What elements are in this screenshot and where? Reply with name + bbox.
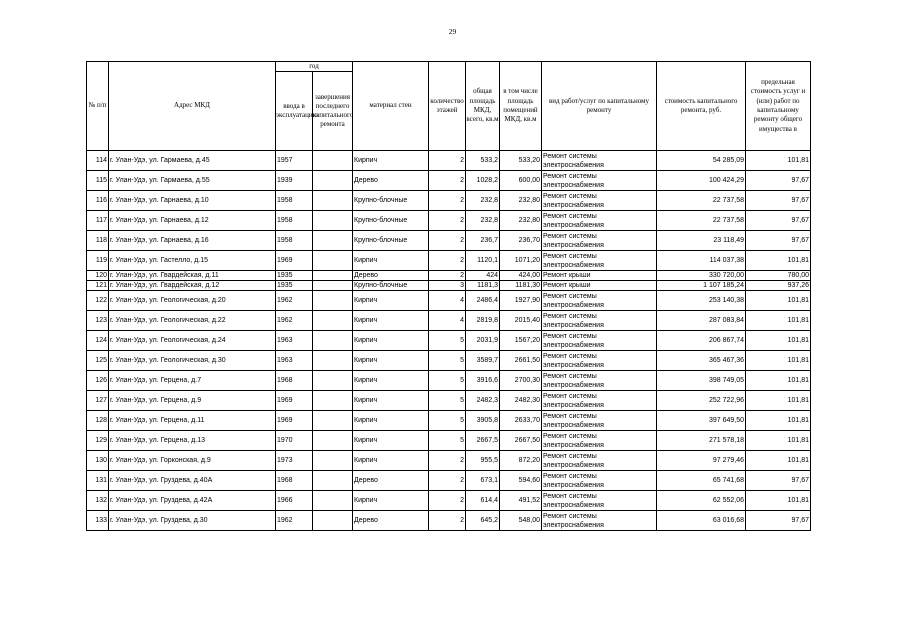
row-floors: 2 [429,451,466,471]
row-area-premises: 2661,50 [500,351,542,371]
row-limit-cost: 101,81 [746,431,811,451]
row-year-repair [313,191,353,211]
table-row [87,451,811,471]
row-area-premises: 548,00 [500,511,542,531]
row-year-commission: 1962 [276,291,313,311]
row-area-premises: 232,80 [500,211,542,231]
row-year-commission: 1958 [276,231,313,251]
row-work-type: Ремонт системы электроснабжения [542,511,657,531]
row-year-repair [313,451,353,471]
header-cost: стоимость капитального ремонта, руб. [657,62,746,151]
row-limit-cost: 97,67 [746,231,811,251]
table-row [87,191,811,211]
row-number: 132 [87,491,109,511]
row-limit-cost: 101,81 [746,391,811,411]
row-cost: 271 578,18 [657,431,746,451]
row-wall-material: Дерево [353,511,429,531]
row-year-repair [313,431,353,451]
row-address: г. Улан-Удэ, ул. Геологическая, д.22 [109,311,276,331]
row-year-repair [313,311,353,331]
row-year-commission: 1963 [276,351,313,371]
row-area-total: 236,7 [466,231,500,251]
row-address: г. Улан-Удэ, ул. Гарнаева, д.10 [109,191,276,211]
page-number: 29 [448,27,457,36]
row-floors: 2 [429,231,466,251]
row-area-total: 424 [466,271,500,281]
row-cost: 252 722,96 [657,391,746,411]
header-year-group: год [276,62,353,72]
row-cost: 97 279,46 [657,451,746,471]
row-wall-material: Крупно-блочные [353,191,429,211]
row-address: г. Улан-Удэ, ул. Гармаева, д.55 [109,171,276,191]
table-row [87,471,811,491]
row-work-type: Ремонт системы электроснабжения [542,171,657,191]
row-address: г. Улан-Удэ, ул. Груздева, д.40А [109,471,276,491]
row-area-premises: 424,00 [500,271,542,281]
row-floors: 2 [429,211,466,231]
row-wall-material: Кирпич [353,251,429,271]
row-cost: 62 552,06 [657,491,746,511]
table-row [87,171,811,191]
row-cost: 1 107 185,24 [657,281,746,291]
header-address: Адрес МКД [109,62,276,151]
row-area-premises: 1071,20 [500,251,542,271]
row-year-commission: 1966 [276,491,313,511]
row-year-repair [313,391,353,411]
row-floors: 2 [429,271,466,281]
row-address: г. Улан-Удэ, ул. Гарнаева, д.16 [109,231,276,251]
row-year-commission: 1958 [276,191,313,211]
row-limit-cost: 97,67 [746,511,811,531]
row-year-commission: 1935 [276,271,313,281]
row-cost: 397 649,50 [657,411,746,431]
row-limit-cost: 101,81 [746,311,811,331]
row-number: 126 [87,371,109,391]
row-floors: 2 [429,251,466,271]
row-year-repair [313,351,353,371]
row-year-commission: 1958 [276,211,313,231]
row-work-type: Ремонт системы электроснабжения [542,431,657,451]
row-wall-material: Кирпич [353,411,429,431]
row-limit-cost: 101,81 [746,491,811,511]
row-area-premises: 2633,70 [500,411,542,431]
row-wall-material: Кирпич [353,291,429,311]
row-year-commission: 1969 [276,411,313,431]
row-cost: 365 467,36 [657,351,746,371]
row-area-premises: 232,80 [500,191,542,211]
row-cost: 65 741,68 [657,471,746,491]
row-wall-material: Кирпич [353,491,429,511]
row-area-premises: 600,00 [500,171,542,191]
row-year-commission: 1968 [276,471,313,491]
row-address: г. Улан-Удэ, ул. Гарнаева, д.12 [109,211,276,231]
row-address: г. Улан-Удэ, ул. Горконская, д.9 [109,451,276,471]
row-number: 117 [87,211,109,231]
row-area-premises: 1567,20 [500,331,542,351]
row-area-premises: 1181,30 [500,281,542,291]
row-work-type: Ремонт системы электроснабжения [542,211,657,231]
row-area-total: 1028,2 [466,171,500,191]
row-floors: 2 [429,171,466,191]
row-address: г. Улан-Удэ, ул. Геологическая, д.20 [109,291,276,311]
row-year-commission: 1968 [276,371,313,391]
row-area-total: 2667,5 [466,431,500,451]
row-area-premises: 872,20 [500,451,542,471]
row-area-premises: 1927,90 [500,291,542,311]
row-floors: 2 [429,471,466,491]
row-wall-material: Кирпич [353,391,429,411]
row-limit-cost: 101,81 [746,411,811,431]
row-cost: 100 424,29 [657,171,746,191]
row-area-total: 1181,3 [466,281,500,291]
row-number: 128 [87,411,109,431]
row-floors: 2 [429,191,466,211]
table-row [87,371,811,391]
row-area-total: 3916,6 [466,371,500,391]
row-work-type: Ремонт системы электроснабжения [542,191,657,211]
row-cost: 22 737,58 [657,211,746,231]
row-cost: 253 140,38 [657,291,746,311]
row-address: г. Улан-Удэ, ул. Гвардейская, д.12 [109,281,276,291]
row-limit-cost: 97,67 [746,171,811,191]
row-area-premises: 2700,30 [500,371,542,391]
row-floors: 5 [429,411,466,431]
row-year-commission: 1962 [276,311,313,331]
row-year-repair [313,231,353,251]
row-floors: 4 [429,291,466,311]
row-work-type: Ремонт системы электроснабжения [542,331,657,351]
row-limit-cost: 101,81 [746,251,811,271]
row-floors: 5 [429,371,466,391]
row-floors: 3 [429,281,466,291]
row-address: г. Улан-Удэ, ул. Герцена, д.9 [109,391,276,411]
row-area-total: 3905,8 [466,411,500,431]
table-header [87,62,811,151]
row-year-repair [313,251,353,271]
row-number: 122 [87,291,109,311]
row-limit-cost: 97,67 [746,211,811,231]
row-number: 121 [87,281,109,291]
row-work-type: Ремонт системы электроснабжения [542,151,657,171]
table-row [87,271,811,281]
row-area-total: 533,2 [466,151,500,171]
row-work-type: Ремонт системы электроснабжения [542,371,657,391]
header-limit-cost: предельная стоимость услуг и (или) работ по капитальному ремонту общего имущества в [746,62,811,151]
row-limit-cost: 101,81 [746,151,811,171]
table-body [87,151,811,531]
row-area-premises: 533,20 [500,151,542,171]
row-area-total: 2486,4 [466,291,500,311]
row-work-type: Ремонт системы электроснабжения [542,351,657,371]
row-floors: 2 [429,151,466,171]
row-area-premises: 2015,40 [500,311,542,331]
row-wall-material: Кирпич [353,351,429,371]
row-wall-material: Кирпич [353,331,429,351]
table-row [87,151,811,171]
row-number: 133 [87,511,109,531]
row-cost: 63 016,68 [657,511,746,531]
header-area-total: общая площадь МКД, всего, кв.м [466,62,500,151]
row-area-total: 645,2 [466,511,500,531]
row-year-repair [313,151,353,171]
row-wall-material: Кирпич [353,451,429,471]
table-row [87,231,811,251]
row-work-type: Ремонт системы электроснабжения [542,251,657,271]
row-area-premises: 236,70 [500,231,542,251]
row-work-type: Ремонт системы электроснабжения [542,491,657,511]
row-year-repair [313,331,353,351]
table-row [87,351,811,371]
row-number: 118 [87,231,109,251]
row-area-total: 614,4 [466,491,500,511]
row-wall-material: Крупно-блочные [353,231,429,251]
row-cost: 330 720,00 [657,271,746,281]
row-number: 127 [87,391,109,411]
row-number: 129 [87,431,109,451]
table-row [87,251,811,271]
row-address: г. Улан-Удэ, ул. Гастелло, д.15 [109,251,276,271]
row-work-type: Ремонт системы электроснабжения [542,231,657,251]
row-address: г. Улан-Удэ, ул. Геологическая, д.24 [109,331,276,351]
row-limit-cost: 97,67 [746,191,811,211]
header-year-repair: завершения последнего капитального ремонта [313,72,353,151]
row-address: г. Улан-Удэ, ул. Груздева, д.30 [109,511,276,531]
row-number: 130 [87,451,109,471]
row-floors: 5 [429,431,466,451]
row-floors: 5 [429,331,466,351]
row-work-type: Ремонт крыши [542,281,657,291]
row-limit-cost: 97,67 [746,471,811,491]
header-work-type: вид работ/услуг по капитальному ремонту [542,62,657,151]
row-year-repair [313,211,353,231]
row-number: 116 [87,191,109,211]
row-year-commission: 1935 [276,281,313,291]
row-wall-material: Крупно-блочные [353,211,429,231]
header-num: № п/п [87,62,109,151]
header-wall: материал стен [353,62,429,151]
row-cost: 287 083,84 [657,311,746,331]
row-number: 114 [87,151,109,171]
row-year-repair [313,511,353,531]
row-work-type: Ремонт системы электроснабжения [542,391,657,411]
table-row [87,391,811,411]
row-cost: 206 867,74 [657,331,746,351]
header-area-premises: в том числе площадь помещений МКД, кв.м [500,62,542,151]
row-wall-material: Дерево [353,471,429,491]
row-wall-material: Кирпич [353,431,429,451]
row-address: г. Улан-Удэ, ул. Геологическая, д.30 [109,351,276,371]
row-work-type: Ремонт системы электроснабжения [542,411,657,431]
row-area-total: 232,8 [466,211,500,231]
table-row [87,311,811,331]
row-year-commission: 1969 [276,251,313,271]
row-work-type: Ремонт системы электроснабжения [542,311,657,331]
row-limit-cost: 937,26 [746,281,811,291]
row-year-repair [313,471,353,491]
row-floors: 2 [429,491,466,511]
row-year-repair [313,171,353,191]
row-cost: 114 037,38 [657,251,746,271]
row-year-commission: 1962 [276,511,313,531]
row-area-total: 3589,7 [466,351,500,371]
row-wall-material: Кирпич [353,151,429,171]
row-number: 120 [87,271,109,281]
row-work-type: Ремонт системы электроснабжения [542,291,657,311]
row-wall-material: Кирпич [353,311,429,331]
row-cost: 22 737,58 [657,191,746,211]
row-area-premises: 594,60 [500,471,542,491]
table-row [87,411,811,431]
row-work-type: Ремонт системы электроснабжения [542,451,657,471]
row-wall-material: Дерево [353,271,429,281]
buildings-table [86,61,811,531]
header-floors: количество этажей [429,62,466,151]
row-number: 115 [87,171,109,191]
row-wall-material: Крупно-блочные [353,281,429,291]
row-limit-cost: 101,81 [746,351,811,371]
row-year-commission: 1963 [276,331,313,351]
table-row [87,511,811,531]
row-floors: 5 [429,391,466,411]
row-floors: 5 [429,351,466,371]
row-year-repair [313,291,353,311]
row-address: г. Улан-Удэ, ул. Герцена, д.13 [109,431,276,451]
row-address: г. Улан-Удэ, ул. Груздева, д.42А [109,491,276,511]
row-year-commission: 1969 [276,391,313,411]
row-address: г. Улан-Удэ, ул. Гвардейская, д.11 [109,271,276,281]
row-year-repair [313,491,353,511]
row-address: г. Улан-Удэ, ул. Герцена, д.7 [109,371,276,391]
row-number: 119 [87,251,109,271]
table-row [87,491,811,511]
row-limit-cost: 101,81 [746,331,811,351]
row-limit-cost: 101,81 [746,291,811,311]
row-area-premises: 2482,30 [500,391,542,411]
row-year-commission: 1957 [276,151,313,171]
row-year-repair [313,411,353,431]
row-address: г. Улан-Удэ, ул. Гармаева, д.45 [109,151,276,171]
row-wall-material: Дерево [353,171,429,191]
row-work-type: Ремонт крыши [542,271,657,281]
table-row [87,281,811,291]
row-number: 131 [87,471,109,491]
row-area-total: 2482,3 [466,391,500,411]
row-number: 125 [87,351,109,371]
table-row [87,331,811,351]
row-area-total: 673,1 [466,471,500,491]
row-area-total: 955,5 [466,451,500,471]
row-cost: 23 118,49 [657,231,746,251]
row-address: г. Улан-Удэ, ул. Герцена, д.11 [109,411,276,431]
row-year-commission: 1970 [276,431,313,451]
row-wall-material: Кирпич [353,371,429,391]
row-year-repair [313,371,353,391]
row-limit-cost: 780,00 [746,271,811,281]
table-row [87,291,811,311]
row-cost: 54 285,09 [657,151,746,171]
header-year-commission: ввода в эксплуатацию [276,72,313,151]
row-floors: 4 [429,311,466,331]
row-cost: 398 749,05 [657,371,746,391]
row-area-total: 232,8 [466,191,500,211]
row-area-total: 2819,8 [466,311,500,331]
row-year-repair [313,271,353,281]
row-limit-cost: 101,81 [746,371,811,391]
row-area-total: 1120,1 [466,251,500,271]
table-row [87,431,811,451]
row-year-repair [313,281,353,291]
row-year-commission: 1939 [276,171,313,191]
row-area-premises: 491,52 [500,491,542,511]
row-area-premises: 2667,50 [500,431,542,451]
row-number: 123 [87,311,109,331]
row-limit-cost: 101,81 [746,451,811,471]
row-number: 124 [87,331,109,351]
row-work-type: Ремонт системы электроснабжения [542,471,657,491]
row-year-commission: 1973 [276,451,313,471]
row-area-total: 2031,9 [466,331,500,351]
row-floors: 2 [429,511,466,531]
table-row [87,211,811,231]
